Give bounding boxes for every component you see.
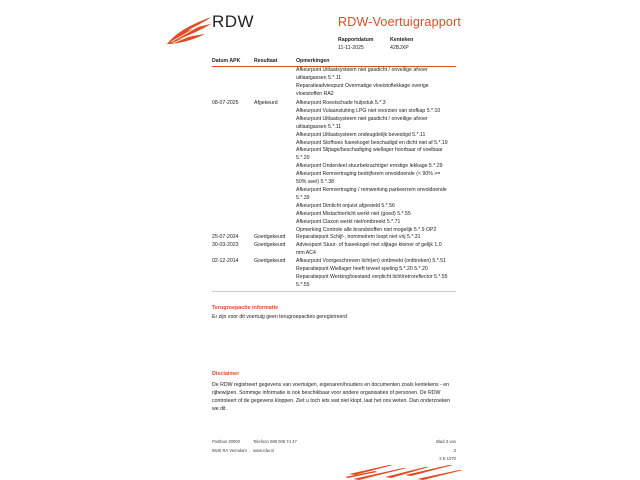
remark-line: uitlaatgassen 5.*.11 (296, 75, 342, 82)
row-date: 25-07-2024 (212, 234, 239, 241)
remark-line: Afkeurpunt Roestschade hulpstuk 5.*.3 (296, 100, 386, 107)
plate-value: 42BJXP (390, 44, 409, 51)
report-date-value: 11-11-2025 (338, 44, 364, 51)
table-header (212, 58, 456, 67)
brand-name: RDW (212, 12, 255, 31)
footer-page-number: Blad 3 van 3 (436, 439, 456, 453)
disclaimer-title: Disclaimer (212, 371, 240, 377)
footer-website-link[interactable]: www.rdw.nl (253, 447, 274, 453)
remark-line: Afkeurpunt Remvertraging / remwerking parkeerrem onvoldoende (296, 187, 447, 193)
table-row (212, 234, 456, 242)
plate-label: Kenteken (390, 37, 414, 43)
remark-line: Afkeurpunt Uitlaatsysteem niet gasdicht / onveilige afvoer (296, 115, 428, 122)
table-row (212, 242, 456, 258)
table-bottom-rule (212, 291, 456, 292)
remark-line: uitlaatgassen 5.*.11 (296, 123, 342, 130)
row-remarks (296, 234, 456, 242)
row-date: 02-12-2014 (212, 258, 239, 265)
remark-line: Afkeurpunt Dimlicht onjuist afgesteld 5.*.56 (296, 202, 395, 209)
disclaimer-text (212, 381, 452, 413)
remark-line: Afkeurpunt Uitlaatsysteem niet gasdicht / onveilige afvoer (296, 67, 428, 74)
disclaimer-line: controleert of de gegevens kloppen. Ziet u toch iets wat niet klopt, laat het ons weten. Dan onderzoeken (212, 398, 451, 404)
remark-line: Afkeurpunt Claxon werkt niet/ontbreekt 5.*.71 (296, 218, 401, 225)
footer-page-info (436, 438, 456, 464)
remark-line: 5.*.55 (296, 281, 310, 288)
remark-line: Afkeurpunt Slijtage/beschadiging wiellager hoorbaar of voelbaar (296, 147, 443, 154)
row-date: 08-07-2025 (212, 100, 239, 107)
disclaimer-line: we dit. (212, 406, 227, 412)
footer-contact (253, 438, 297, 455)
remark-line: Reparatiepunt Schijf-, trommelrem loopt niet vrij 5.*.31 (296, 234, 421, 241)
column-header-remarks: Opmerkingen (296, 58, 330, 64)
recall-title: Terugroepactie informatie (212, 305, 279, 311)
remark-line: Opmerking Controle alle brandstoffen niet mogelijk 5.*.9 OP2 (296, 226, 437, 233)
row-result: Afgekeurd (254, 100, 278, 107)
disclaimer-line: rijbewijzen. Sommige informatie is ook beschikbaar voor andere organisaties of personen. De RDW (212, 390, 441, 396)
remark-line: Afkeurpunt Stofhoes fuseekogel beschadigd en dicht niet af 5.*.19 (296, 139, 448, 146)
report-date-label: Rapportdatum (338, 37, 374, 43)
footer-phone: Telefoon 088 008 74 47 (253, 439, 297, 444)
row-remarks (296, 242, 456, 258)
remark-line: 5.*.39 (296, 194, 310, 201)
row-remarks (296, 258, 456, 290)
remark-line: vloeistoffen RA2 (296, 91, 334, 98)
remark-line: Reparatieadviespunt Overmatige vloeistoflekkage overige (296, 83, 429, 90)
report-date-block (338, 37, 373, 52)
remark-line: Reparatiepunt Werking/toestand verplicht licht/retroreflector 5.*.55 (296, 273, 448, 280)
remark-line: 50% avel) 5.*.38 (296, 179, 335, 186)
remark-line: Adviespunt Stuur- of fuseekogel met slijtage kleiner of gelijk 1,0 (296, 242, 442, 249)
footer-address (212, 438, 247, 455)
table-row (212, 100, 456, 234)
remark-line: 5.*.20 (296, 155, 310, 162)
remark-line: Afkeurpunt Mistachterlicht werkt niet (goed) 5.*.55 (296, 210, 411, 217)
remark-line: Afkeurpunt Uitlaatsysteem ondeugdelijk bevestigd 5.*.11 (296, 131, 426, 138)
table-row (212, 67, 456, 99)
row-date: 30-03-2023 (212, 242, 239, 249)
column-header-date: Datum APK (212, 58, 241, 64)
remark-line: Afkeurpunt Vulaansluiting LPG niet voorzien van stofkap 5.*.10 (296, 107, 441, 114)
recall-text: Er zijn voor dit voertuig geen terugroepacties geregistreerd (212, 314, 347, 320)
remarks-carry-over (296, 67, 456, 99)
column-header-result: Resultaat (254, 58, 278, 64)
remark-line: Reparatiepunt Wiellager heeft teveel speling 5.*.20 5.*.20 (296, 266, 428, 273)
footer-document-code: 3 E 1070 (439, 456, 456, 461)
table-row (212, 258, 456, 290)
disclaimer-line: De RDW registreert gegevens van voertuigen, eigenaren/houders en documenten zoals kentekens - en (212, 382, 450, 388)
rdw-logo-icon (165, 14, 213, 46)
row-result: Goedgekeurd (254, 242, 286, 249)
decorative-stripes-icon (345, 463, 463, 480)
remark-line: Afkeurpunt Voorgeschreven licht(en) ontbreekt (ontbreken) 5.*.51 (296, 258, 446, 265)
row-result: Goedgekeurd (254, 234, 286, 241)
row-remarks (296, 100, 456, 234)
row-result: Goedgekeurd (254, 258, 286, 265)
remark-line: mm AC4 (296, 250, 316, 257)
apk-history-table (212, 58, 456, 292)
footer-postcode: 9640 RA Veendam (212, 447, 247, 453)
footer-postbus: Postbus 30000 (212, 439, 240, 444)
plate-block (390, 37, 413, 52)
remark-line: Afkeurpunt Remvertraging bedrijfsrem onvoldoende (< 90% >= (296, 171, 441, 178)
page-title: RDW-Voertuigrapport (338, 15, 462, 29)
remark-line: Afkeurpunt Onderdeel stuurbekrachtiger ernstige lekkage 5.*.29 (296, 163, 443, 170)
